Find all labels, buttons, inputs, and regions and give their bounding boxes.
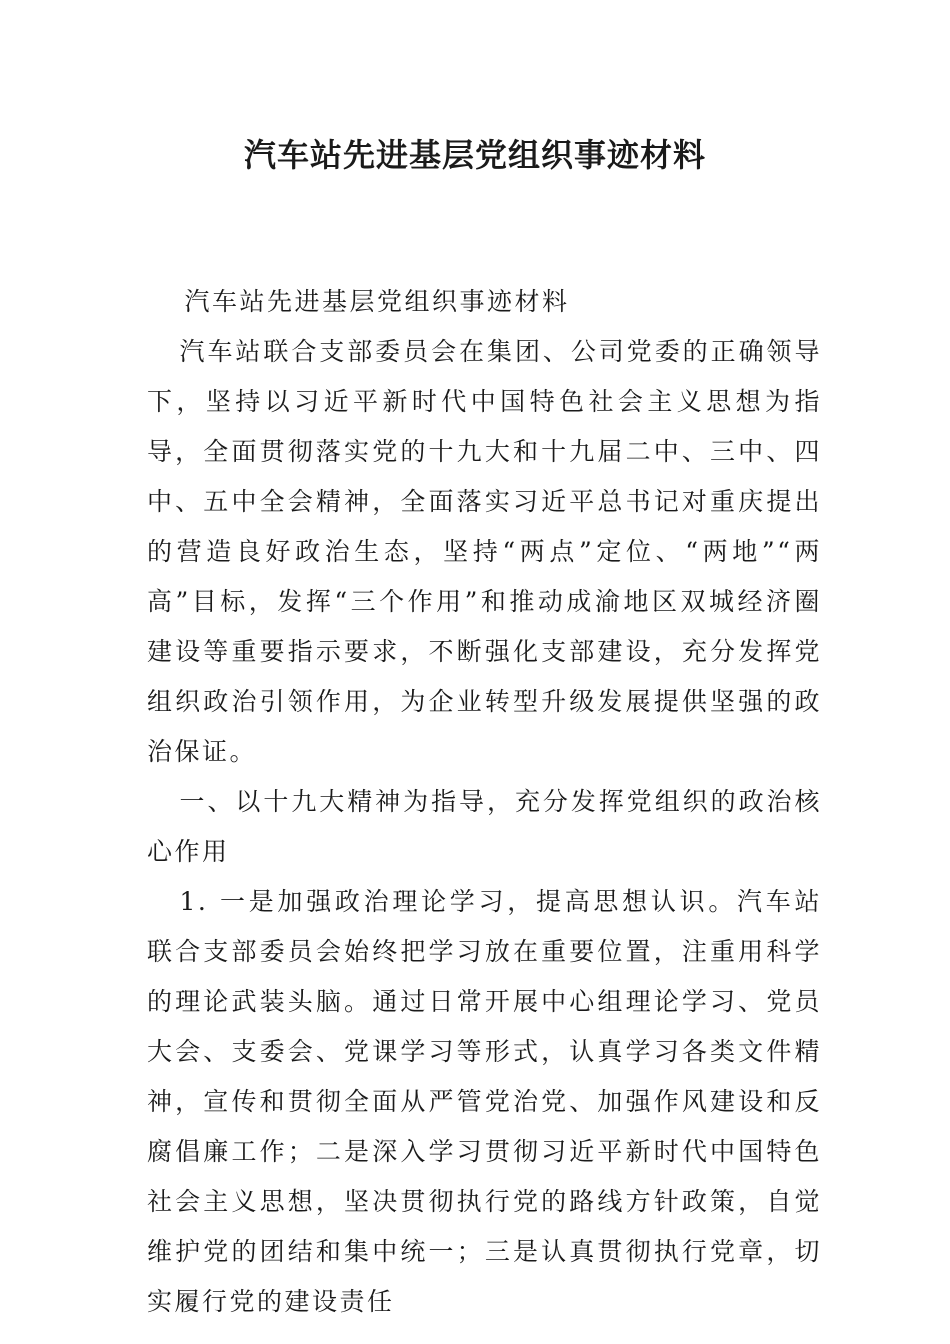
document-body [147,277,822,1327]
paragraph-item-1: 1. 一是加强政治理论学习，提高思想认识。汽车站联合支部委员会始终把学习放在重要位置，注重用科学的理论武装头脑。通过日常开展中心组理论学习、党员大会、支委会、党课学习等形式，认真学习各类文件精神，宣传和贯彻全面从严管党治党、加强作风建设和反腐倡廉工作；二是深入学习贯彻习近平新时代中国特色社会主义思想，坚决贯彻执行党的路线方针政策，自觉维护党的团结和集中统一；三是认真贯彻执行党章，切实履行党的建设责任 [147,887,822,1316]
document-title: 汽车站先进基层党组织事迹材料 [243,136,706,174]
document-subtitle: 汽车站先进基层党组织事迹材料 [184,287,570,316]
section-heading-1: 一、以十九大精神为指导，充分发挥党组织的政治核心作用 [147,787,822,866]
paragraph-intro: 汽车站联合支部委员会在集团、公司党委的正确领导下，坚持以习近平新时代中国特色社会主义思想为指导，全面贯彻落实党的十九大和十九届二中、三中、四中、五中全会精神，全面落实习近平总书记对重庆提出的营造良好政治生态，坚持“两点”定位、“两地”“两高”目标，发挥“三个作用”和推动成渝地区双城经济圈建设等重要指示要求，不断强化支部建设，充分发挥党组织政治引领作用，为企业转型升级发展提供坚强的政治保证。 [147,337,822,766]
